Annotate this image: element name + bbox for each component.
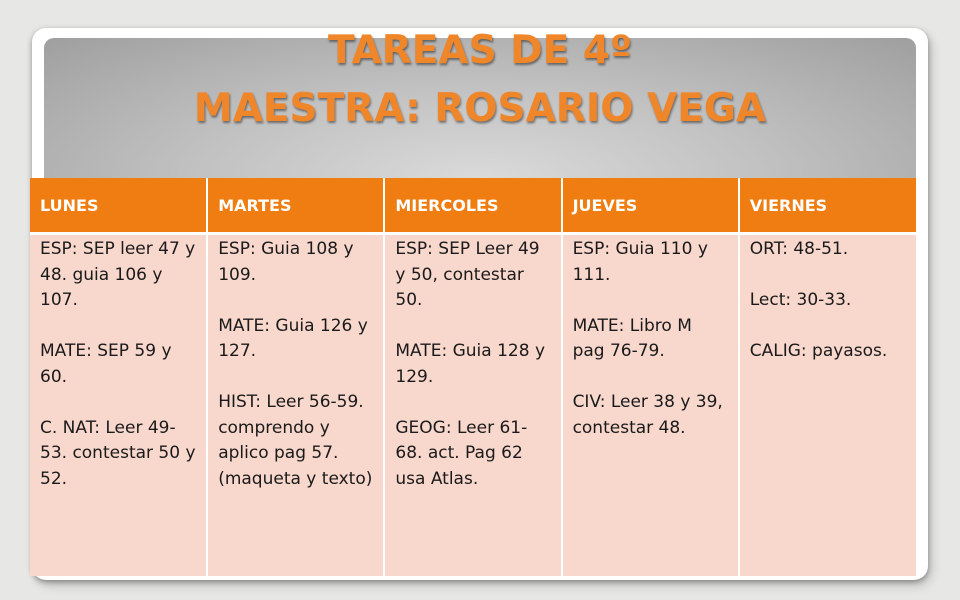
header-jueves: JUEVES — [562, 178, 739, 234]
header-row — [30, 178, 916, 234]
table-row — [30, 234, 916, 577]
homework-table — [30, 178, 916, 576]
header-lunes: LUNES — [30, 178, 207, 234]
cell-viernes: ORT: 48-51. Lect: 30-33. CALIG: payasos. — [739, 234, 916, 577]
header-viernes: VIERNES — [739, 178, 916, 234]
page-title — [44, 22, 916, 138]
cell-jueves: ESP: Guia 110 y 111. MATE: Libro M pag 76-79. CIV: Leer 38 y 39, contestar 48. — [562, 234, 739, 577]
header-miercoles: MIERCOLES — [384, 178, 561, 234]
cell-martes: ESP: Guia 108 y 109. MATE: Guia 126 y 127. HIST: Leer 56-59. comprendo y aplico pag 57. (maqueta y texto) — [207, 234, 384, 577]
title-line-2: MAESTRA: ROSARIO VEGA — [193, 86, 767, 131]
title-line-1: TAREAS DE 4º — [327, 28, 632, 73]
cell-miercoles: ESP: SEP Leer 49 y 50, contestar 50. MATE: Guia 128 y 129. GEOG: Leer 61-68. act. Pag 62 usa Atlas. — [384, 234, 561, 577]
header-martes: MARTES — [207, 178, 384, 234]
cell-lunes: ESP: SEP leer 47 y 48. guia 106 y 107. MATE: SEP 59 y 60. C. NAT: Leer 49-53. contestar 50 y 52. — [30, 234, 207, 577]
